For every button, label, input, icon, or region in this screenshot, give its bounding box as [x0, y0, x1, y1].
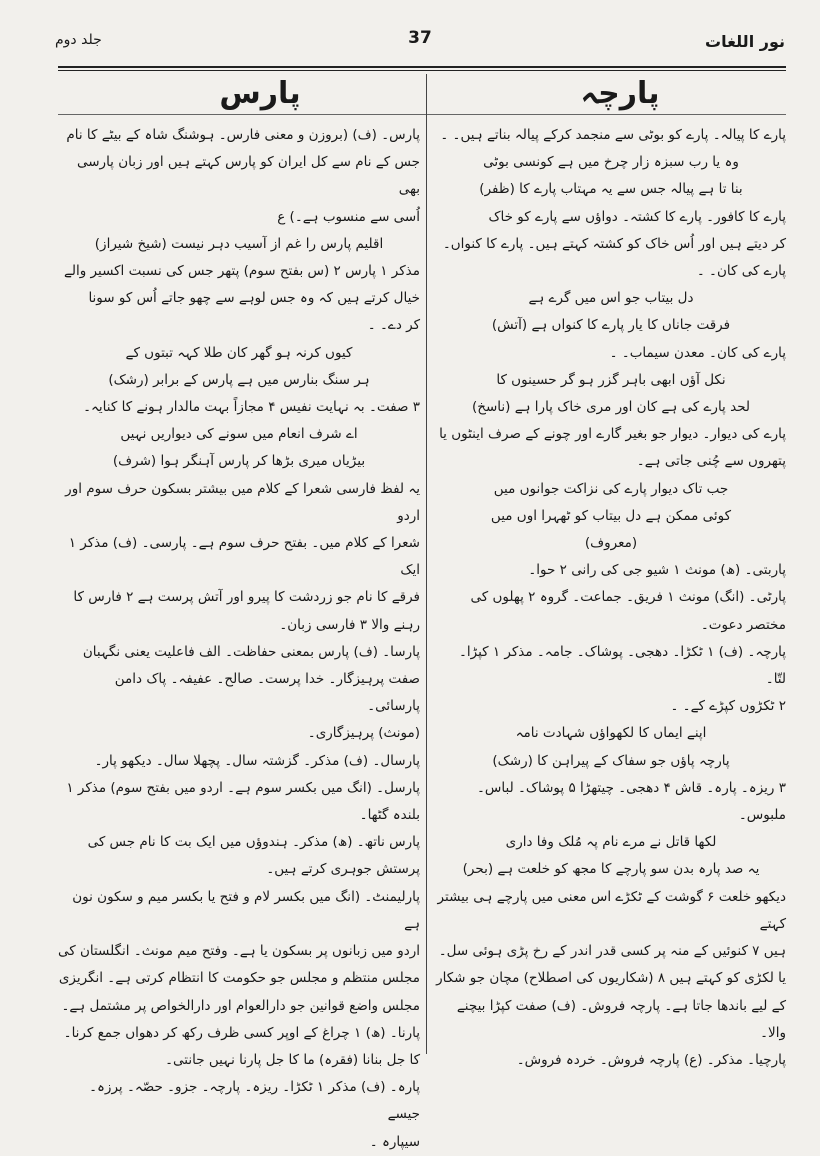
text-line: فرقے کا نام جو زردشت کا پیرو اور آتش پرست ہے ۲ فارس کا [73, 589, 420, 606]
left-column [58, 122, 420, 1156]
text-line: مختصر دعوت۔ [700, 616, 786, 633]
text-line: پارچیا۔ مذکر۔ (ع) پارچہ فروش۔ خردہ فروش۔ [516, 1051, 786, 1068]
text-line: اپنے ایماں کا لکھواؤں شہادت نامہ [515, 725, 707, 742]
text-line: اقلیم پارس را غم از آسیب دہر نیست (شیخ شیراز) [94, 235, 384, 252]
text-line: دل بیتاب جو اس میں گرے ہے [528, 290, 694, 307]
page-number: 37 [408, 28, 432, 48]
text-line: ہر سنگ بنارس میں ہے پارس کے برابر (رشک) [108, 371, 370, 388]
text-line: یہ لفظ فارسی شعرا کے کلام میں بیشتر بسکون حرف سوم اور اردو [65, 480, 420, 524]
text-line: کر دے۔ ۔ [367, 317, 420, 334]
text-line: بنا تا ہے پیالہ جس سے یہ مہتاب پارے کا (ظفر) [479, 181, 743, 198]
text-line: پاربتی۔ (ھ) مونث ۱ شیو جی کی رانی ۲ حوا۔ [528, 562, 786, 579]
text-line: فرقت جاناں کا یار پارے کا کنواں ہے (آتش) [491, 317, 731, 334]
text-line: لحد پارے کی ہے کان اور مری خاک پارا ہے (ناسخ) [471, 399, 751, 416]
text-line: شعرا کے کلام میں۔ بفتح حرف سوم ہے۔ پارسی۔ (ف) مذکر ۱ ایک [68, 535, 420, 579]
text-line: پارے کی کان۔ معدن سیماب۔ ۔ [609, 344, 786, 361]
text-line: ۲ ٹکڑوں کپڑے کے۔ ۔ [670, 698, 786, 715]
book-title: نور اللغات [705, 32, 785, 51]
text-line: پارسل۔ (انگ میں بکسر سوم ہے۔ اردو میں بفتح سوم) مذکر ۱ بلندہ گٹھا۔ [66, 779, 420, 824]
text-line: پارچہ۔ (ف) ۱ ٹکڑا۔ دھجی۔ پوشاک۔ جامہ۔ مذکر ۱ کپڑا۔ لتّا۔ [458, 643, 786, 688]
text-line: پارے کی دیوار۔ دیوار جو بغیر گارے اور چونے کے صرف اینٹوں یا [439, 426, 786, 443]
text-line: پارٹی۔ (انگ) مونث ۱ فریق۔ جماعت۔ گروہ ۲ پھلوں کی [470, 589, 786, 606]
text-line: اے شرف انعام میں سونے کی دیواریں نہیں [120, 426, 358, 443]
running-header [55, 28, 785, 56]
text-line: پتھروں سے چُنی جاتی ہے۔ [636, 453, 786, 470]
text-line: یہ صد پارہ بدن سو پارچے کا مجھ کو خلعت ہے (بحر) [462, 861, 760, 878]
volume-label: جلد دوم [55, 32, 102, 48]
text-line: وہ یا رب سبزہ زار چرخ میں ہے کونسی بوٹی [483, 154, 739, 171]
right-column-headword: پارچہ [580, 76, 660, 111]
text-line: لکھا قاتل نے مرے نام پہ مُلک وفا داری [505, 834, 717, 851]
text-line: پارسا۔ (ف) پارس بمعنی حفاظت۔ الف فاعلیت یعنی نگہبان [82, 643, 420, 660]
text-line: بیڑیاں میری بڑھا کر پارس آہنگر ہوا (شرف) [112, 453, 366, 470]
text-line: پارس۔ (ف) (بروزن و معنی فارس۔ ہوشنگ شاہ کے بیٹے کا نام [66, 127, 420, 143]
text-line: پارچہ پاؤں جو سفاک کے پیراہن کا (رشک) [492, 752, 730, 769]
text-line: جب تاک دیوار پارے کی نزاکت جوانوں میں [493, 480, 729, 497]
text-line: پرستش جوہری کرتے ہیں۔ [266, 861, 420, 878]
text-line: پارسال۔ (ف) مذکر۔ گزشتہ سال۔ پچھلا سال۔ دیکھو پار۔ [94, 752, 420, 769]
text-line: پارے کا پیالہ۔ پارے کو بوٹی سے منجمد کرکے پیالہ بناتے ہیں۔ ۔ [440, 127, 786, 143]
text-line: کر دیتے ہیں اور اُس خاک کو کشتہ کہتے ہیں۔ پارے کا کنواں۔ [442, 235, 786, 252]
text-line: (معروف) [584, 535, 638, 552]
text-line: ہیں ۷ کنوئیں کے منہ پر کسی قدر اندر کے رخ پڑی ہوئی سل۔ [438, 943, 786, 960]
header-rule [58, 66, 786, 68]
text-line: رہنے والا ۳ فارسی زبان۔ [279, 616, 420, 633]
text-line: پارس ناتھ۔ (ھ) مذکر۔ ہندوؤں میں ایک بت کا نام جس کی [87, 834, 420, 851]
text-line: جس کے نام سے کل ایران کو پارس کہتے ہیں اور زبان پارسی بھی [76, 154, 420, 198]
text-line: پارے کا کافور۔ پارے کا کشتہ۔ دواؤں سے پارے کو خاک [488, 208, 786, 225]
text-line: نکل آؤں ابھی باہر گزر ہو گر حسینوں کا [496, 371, 726, 388]
text-line: مجلس واضع قوانین جو دارالعوام اور دارالخواص پر مشتمل ہے۔ [61, 997, 420, 1014]
header-rule-thin [58, 70, 786, 71]
text-line: کوئی ممکن ہے دل بیتاب کو ٹھہرا اوں میں [490, 507, 732, 524]
text-line: اُسی سے منسوب ہے۔) ع [277, 208, 420, 225]
text-line: کے لیے باندھا جاتا ہے۔ پارچہ فروش۔ (ف) صفت کپڑا بیچنے والا۔ [456, 997, 786, 1041]
text-line: پارے کی کان۔ ۔ [696, 263, 786, 280]
text-line: خیال کرتے ہیں کہ وہ جس لوہے سے چھو جاتے اُس کو سونا [88, 290, 420, 307]
text-line: کیوں کرنہ ہو گھر کان طلا کہہ تبتوں کے [125, 344, 353, 361]
text-line: دیکھو خلعت ۶ گوشت کے ٹکڑے اس معنی میں پارچے ہی بیشتر کہتے [437, 888, 786, 932]
text-line: پارلیمنٹ۔ (انگ میں بکسر لام و فتح یا بکسر میم و سکون نون ہے [72, 888, 420, 932]
text-line: (مونث) پرہیزگاری۔ [307, 725, 420, 742]
text-line: مجلس منتظم و مجلس جو حکومت کا انتظام کرتی ہے۔ انگریزی [58, 970, 420, 987]
text-line: پارہ۔ (ف) مذکر ۱ ٹکڑا۔ ریزہ۔ پارچہ۔ جزو۔ حصّہ۔ پرزہ۔ جیسے [89, 1079, 420, 1123]
text-line: اردو میں زبانوں پر بسکون یا ہے۔ وفتح میم مونث۔ انگلستان کی [57, 943, 420, 960]
column-divider [426, 74, 427, 1054]
text-line: صفت پرہیزگار۔ خدا پرست۔ صالح۔ عفیفہ۔ پاک دامن پارسائی۔ [114, 671, 420, 715]
right-column [436, 122, 786, 1074]
text-line: سیپارہ ۔ [369, 1133, 420, 1150]
headword-rule [58, 114, 786, 115]
left-column-headword: پارس [219, 76, 301, 111]
text-line: ۳ صفت۔ بہ نہایت نفیس ۴ مجازاً بہت مالدار ہونے کا کنایہ۔ [83, 399, 420, 416]
text-line: ۳ ریزہ۔ پارہ۔ قاش ۴ دھجی۔ چیتھڑا ۵ پوشاک۔ لباس۔ ملبوس۔ [477, 779, 786, 824]
text-line: کا جل بنانا (فقرہ) ما کا جل پارنا نہیں جانتی۔ [165, 1051, 420, 1068]
text-line: پارنا۔ (ھ) ۱ چراغ کے اوپر کسی ظرف رکھ کر دھواں جمع کرنا۔ [63, 1024, 420, 1041]
text-line: مذکر ۱ پارس ۲ (س بفتح سوم) پتھر جس کی نسبت اکسیر والے [63, 263, 420, 280]
text-line: یا لکڑی کو کہتے ہیں ۸ (شکاریوں کی اصطلاح) مچان جو شکار [436, 970, 786, 987]
